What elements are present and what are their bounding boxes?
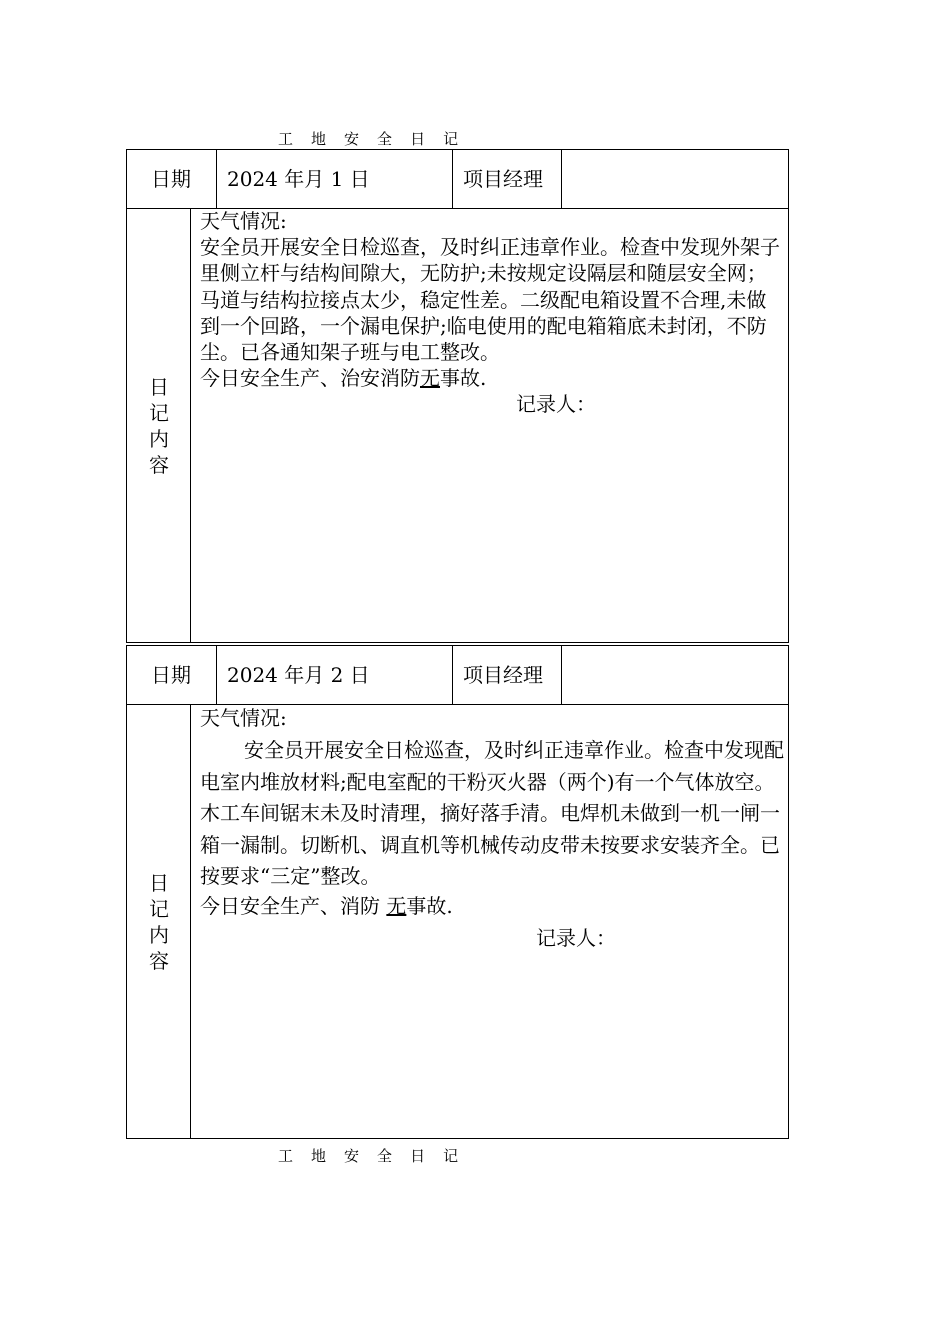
page-title: 工 地 安 全 日 记 [278,130,459,148]
date-value: 2024 年月 1 日 [227,167,370,191]
side-label: 日 记 内 容 [149,871,169,973]
divider [190,704,191,1138]
entry-paragraph: 安全员开展安全日检巡查，及时纠正违章作业。检查中发现外架子里侧立杆与结构间隙大，无防护;未按规定设隔层和随层安全网；马道与结构拉接点太少，稳定性差。二级配电箱设置不合理,未做到一个回路，一个漏电保护;临电使用的配电箱箱底未封闭，不防尘。已各通知架子班与电工整改。 [200,235,780,365]
divider [452,150,453,208]
divider [216,646,217,704]
entry-header-row [126,149,789,209]
entry-header-row [126,645,789,705]
footer-title: 工 地 安 全 日 记 [278,1147,459,1165]
date-label: 日期 [151,663,191,687]
date-value: 2024 年月 2 日 [227,663,370,687]
entry-content [200,208,784,418]
entry-content [200,705,784,956]
entry-body [126,704,789,1139]
date-label: 日期 [151,167,191,191]
divider [452,646,453,704]
entry-paragraph: 安全员开展安全日检巡查，及时纠正违章作业。检查中发现配电室内堆放材料;配电室配的干粉灭火器（两个)有一个气体放空。木工车间锯末未及时清理，摘好落手清。电焊机未做到一机一闸一箱一漏制。切断机、调直机等机械传动皮带未按要求安装齐全。已按要求“三定”整改。 [200,738,784,888]
entry-body [126,208,789,643]
summary-line: 今日安全生产、治安消防无事故. [200,366,487,391]
summary-line: 今日安全生产、消防 无事故. [200,893,453,918]
manager-label: 项目经理 [463,167,543,191]
divider [216,150,217,208]
recorder-label: 记录人： [536,925,616,950]
recorder-label: 记录人： [516,392,596,417]
weather-label: 天气情况: [200,209,287,233]
divider [561,646,562,704]
weather-label: 天气情况: [200,706,287,730]
divider [190,208,191,642]
divider [561,150,562,208]
manager-label: 项目经理 [463,663,543,687]
side-label: 日 记 内 容 [149,375,169,477]
